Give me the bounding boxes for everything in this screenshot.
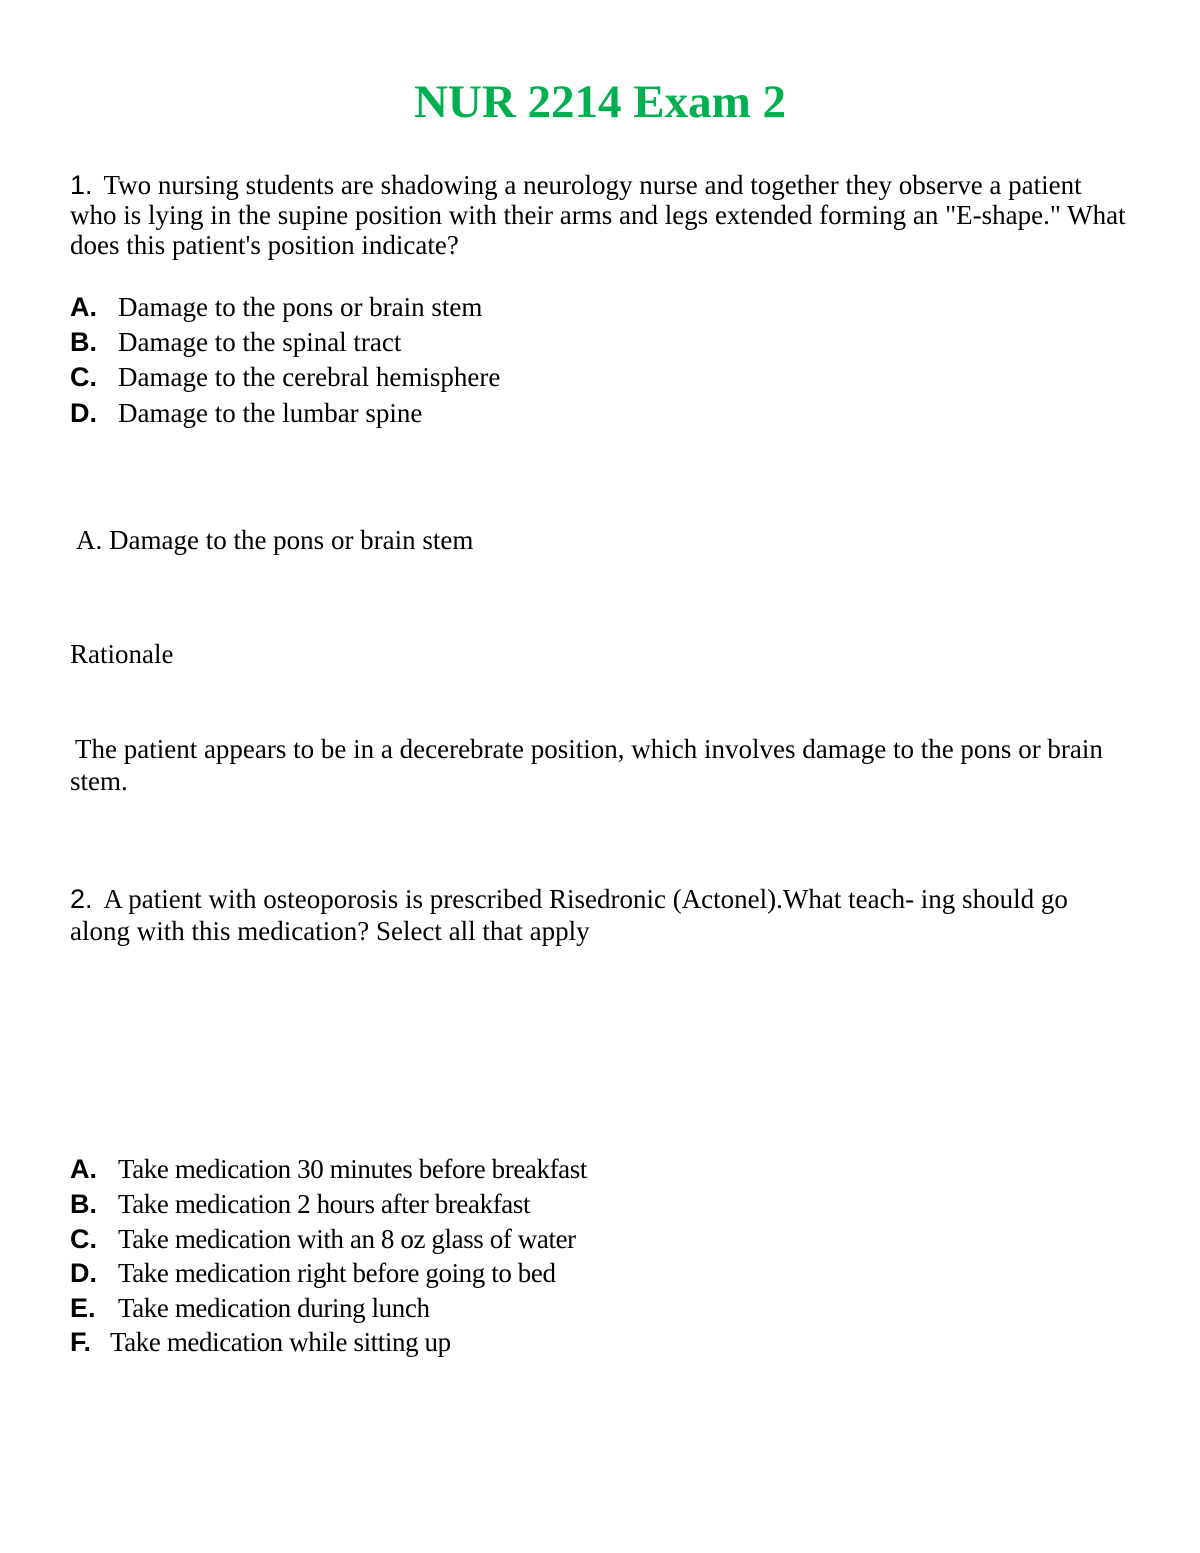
document-title: NUR 2214 Exam 2 xyxy=(413,76,787,128)
question-1-text: Two nursing students are shadowing a neurology nurse and together they observe a patient who is lying in the supine position with their arms and legs extended forming an "E-shape." What does this patient's position indicate? xyxy=(70,170,1126,260)
option-letter: D. xyxy=(70,398,97,428)
option-letter: C. xyxy=(70,362,97,392)
option-letter: A. xyxy=(70,292,97,322)
option-text: Take medication 2 hours after breakfast xyxy=(118,1189,531,1219)
question-2-option-c xyxy=(70,1222,576,1257)
option-letter: F. xyxy=(70,1327,92,1357)
question-2-option-f xyxy=(70,1325,451,1360)
option-text: Damage to the pons or brain stem xyxy=(118,292,483,322)
option-text: Damage to the spinal tract xyxy=(118,327,402,357)
question-2-number: 2. xyxy=(70,884,93,914)
option-text: Take medication 30 minutes before breakfast xyxy=(118,1154,587,1184)
option-text: Take medication during lunch xyxy=(118,1293,430,1323)
question-1-option-d xyxy=(70,396,422,431)
question-1-option-b xyxy=(70,325,401,360)
question-2-option-d xyxy=(70,1256,556,1291)
question-1-option-a xyxy=(70,290,482,325)
question-1-answer: A. Damage to the pons or brain stem xyxy=(76,525,474,555)
option-text: Take medication with an 8 oz glass of water xyxy=(118,1224,576,1254)
question-2-option-b xyxy=(70,1187,530,1222)
option-text: Take medication while sitting up xyxy=(110,1327,451,1357)
option-letter: C. xyxy=(70,1224,97,1254)
question-2-option-a xyxy=(70,1152,587,1187)
option-text: Damage to the cerebral hemisphere xyxy=(118,362,501,392)
option-letter: B. xyxy=(70,327,97,357)
rationale-text: The patient appears to be in a decerebrate position, which involves damage to the pons or brain stem. xyxy=(70,734,1103,796)
option-letter: B. xyxy=(70,1189,97,1219)
question-2-text: A patient with osteoporosis is prescribed Risedronic (Actonel).What teach- ing should go along with this medication? Select all that apply xyxy=(70,884,1068,946)
question-1-option-c xyxy=(70,360,500,395)
option-text: Damage to the lumbar spine xyxy=(118,398,423,428)
rationale-label: Rationale xyxy=(70,639,174,669)
question-2 xyxy=(70,883,1130,947)
option-letter: D. xyxy=(70,1258,97,1288)
question-2-option-e xyxy=(70,1291,430,1326)
question-1 xyxy=(70,170,1130,260)
option-text: Take medication right before going to bed xyxy=(118,1258,556,1288)
option-letter: A. xyxy=(70,1154,97,1184)
option-letter: E. xyxy=(70,1293,96,1323)
question-1-number: 1. xyxy=(70,170,93,200)
